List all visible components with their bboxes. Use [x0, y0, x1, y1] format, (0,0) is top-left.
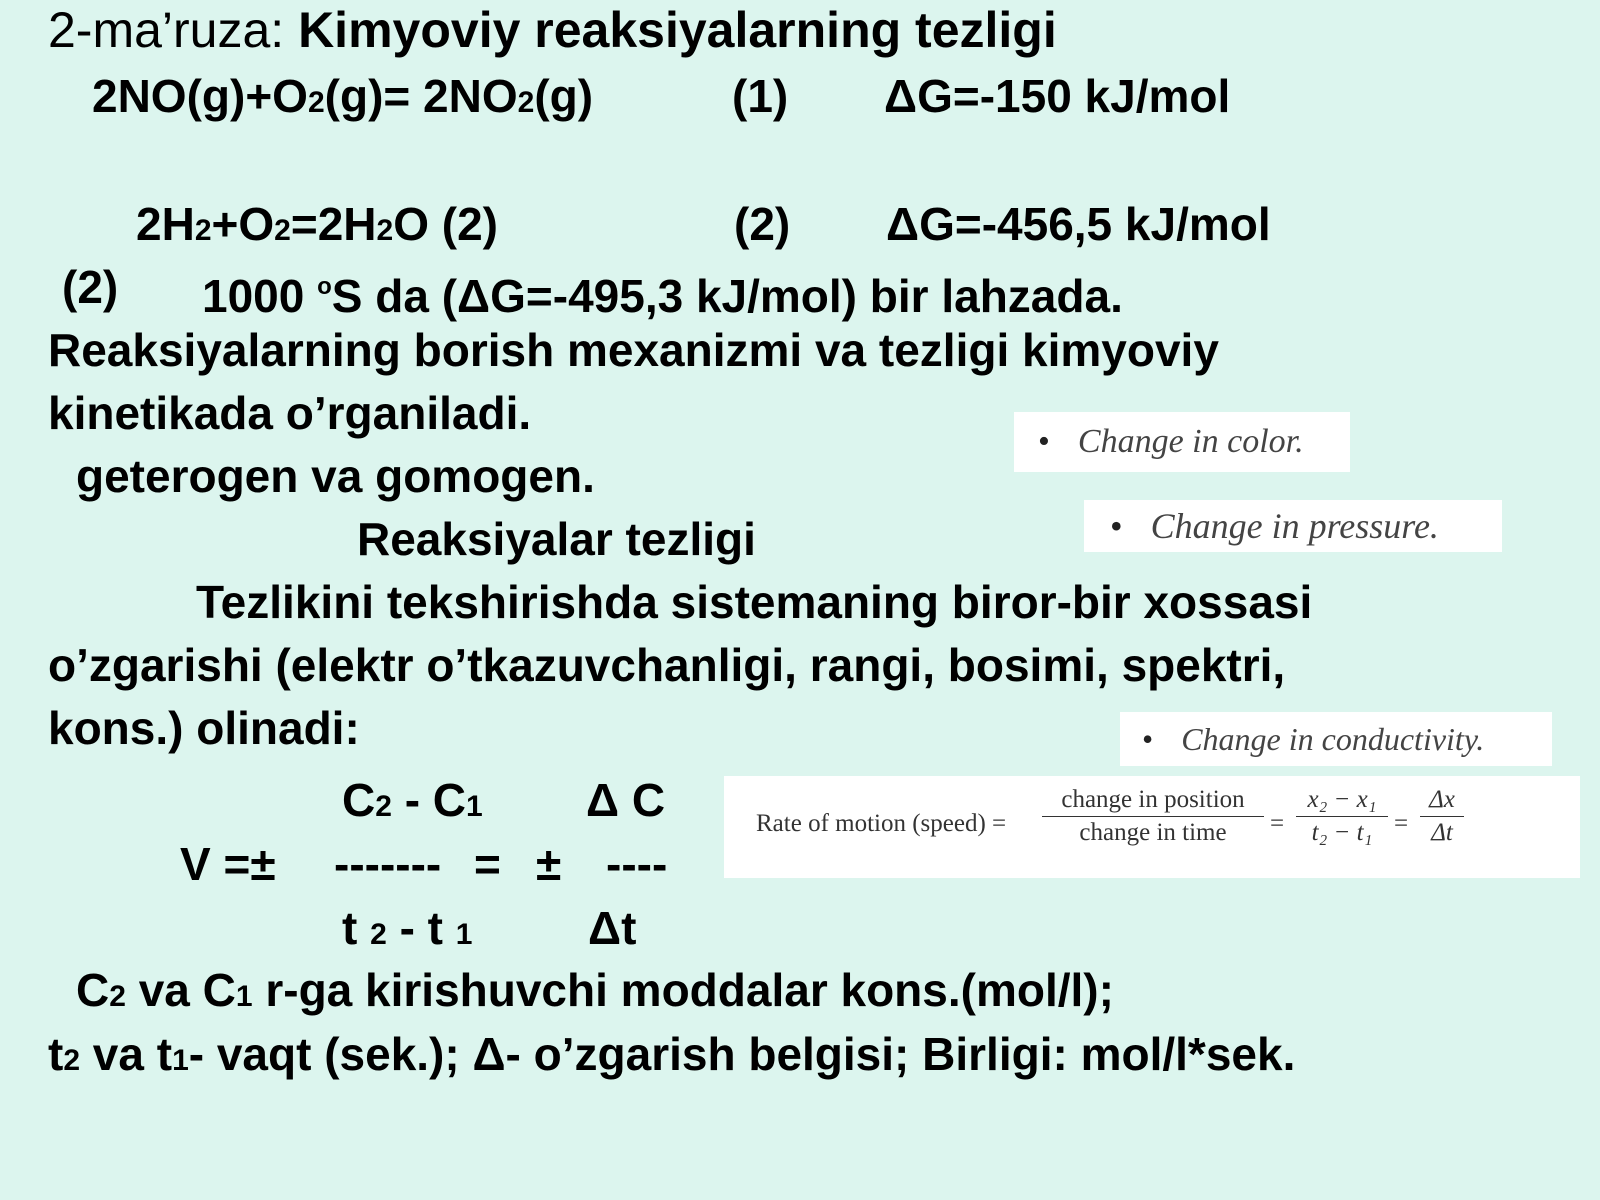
- fraction-num-position: change in position: [1061, 786, 1245, 813]
- reaction2-sub-b: 2: [274, 214, 291, 247]
- legend2-t2: t: [48, 1028, 64, 1080]
- motion-label: Rate of motion (speed) =: [756, 810, 1007, 837]
- fraction-den-delta-t: Δt: [1431, 819, 1453, 846]
- num-mid: - C: [391, 774, 467, 826]
- rate-denominator: [342, 900, 472, 963]
- bullet-icon: •: [1142, 721, 1154, 757]
- card-color-text: Change in color.: [1077, 423, 1304, 460]
- motion-eq-1: =: [1270, 810, 1285, 837]
- den-mid: - t: [386, 902, 456, 954]
- reaction2-sub-a: 2: [194, 214, 212, 247]
- fraction-position-time: [1042, 786, 1264, 847]
- card-change-in-conductivity: [1120, 712, 1552, 766]
- paragraph-2-line-1: Tezlikini tekshirishda sistemaning biror-bir xossasi: [196, 576, 1313, 628]
- motion-rate-formula: [724, 776, 1580, 878]
- den-t1-sub: 1: [455, 918, 473, 951]
- den-t2: t: [342, 902, 371, 954]
- reaction2-sub-c: 2: [376, 214, 394, 247]
- reaction1-sub-b: 2: [517, 86, 535, 119]
- reaction1-sub-a: 2: [307, 86, 325, 119]
- card-change-in-color: [1014, 412, 1350, 472]
- legend1-c1-sub: 1: [235, 980, 253, 1013]
- legend2-t2-sub: 2: [63, 1044, 81, 1077]
- fraction-den-time: change in time: [1079, 819, 1227, 846]
- note-temp: 1000: [202, 270, 318, 322]
- reaction-2: [136, 196, 498, 259]
- motion-eq-2: =: [1394, 810, 1409, 837]
- note-rest: S da (ΔG=-495,3 kJ/mol) bir lahzada.: [331, 270, 1123, 322]
- legend2-rest: - vaqt (sek.); Δ- o’zgarish belgisi; Birligi: mol/l*sek.: [188, 1028, 1296, 1080]
- card-change-in-pressure: [1084, 500, 1502, 552]
- legend1-c2: C: [76, 964, 110, 1016]
- reaction2-part-b: +O: [211, 198, 275, 250]
- card-pressure-text: Change in pressure.: [1150, 506, 1439, 546]
- fraction-num-delta-x: Δx: [1429, 786, 1455, 813]
- fraction-num-x: x₂ − x₁: [1307, 786, 1377, 813]
- rate-delta-t: Δt: [588, 902, 637, 954]
- paragraph-2-line-2: o’zgarishi (elektr o’tkazuvchanligi, rangi, bosimi, spektri,: [48, 639, 1286, 691]
- legend2-t1-sub: 1: [172, 1044, 189, 1077]
- rate-delta-c: Δ C: [586, 774, 666, 826]
- fraction-den-t: t₂ − t₁: [1311, 819, 1373, 846]
- reaction-1-number: (1): [732, 70, 789, 122]
- reaction-2-note: [202, 259, 1123, 324]
- title-main: Kimyoviy reaksiyalarning tezligi: [298, 2, 1057, 58]
- reaction2-part-a: 2H: [136, 198, 195, 250]
- bullet-icon: •: [1110, 506, 1123, 546]
- reaction-types: geterogen va gomogen.: [76, 450, 595, 502]
- reaction1-part-a: 2NO(g)+O: [92, 70, 308, 122]
- rate-equals: =: [474, 838, 501, 890]
- rate-dash-long: -------: [334, 838, 442, 890]
- rate-pm: ±: [536, 838, 562, 890]
- page-title: [48, 0, 1057, 60]
- card-conductivity-text: Change in conductivity.: [1181, 721, 1485, 757]
- paragraph-1-line-2: kinetikada o’rganiladi.: [48, 387, 532, 439]
- reaction-2-note-number: (2): [62, 261, 119, 313]
- num-c2-sub: 2: [375, 790, 392, 823]
- reaction-1: [92, 68, 593, 131]
- num-c2: C: [342, 774, 376, 826]
- den-t2-sub: 2: [370, 918, 387, 951]
- num-c1-sub: 1: [466, 790, 483, 823]
- section-title: Reaksiyalar tezligi: [357, 513, 756, 565]
- legend-line-1: [76, 962, 1114, 1025]
- legend1-va: va C: [125, 964, 236, 1016]
- rate-lhs: V =±: [180, 838, 276, 890]
- bullet-icon: •: [1038, 423, 1050, 460]
- reaction-2-dg: ΔG=-456,5 kJ/mol: [886, 198, 1271, 250]
- reaction2-part-c: =2H: [290, 198, 377, 250]
- reaction-2-number: (2): [734, 198, 791, 250]
- fraction-x-t: [1296, 786, 1388, 847]
- reaction1-part-b: (g)= 2NO: [324, 70, 518, 122]
- reaction-1-dg: ΔG=-150 kJ/mol: [884, 70, 1231, 122]
- rate-dash-short: ----: [606, 838, 668, 890]
- legend-line-2: [48, 1026, 1295, 1089]
- degree-sign: o: [317, 273, 332, 300]
- reaction2-part-d: O (2): [393, 198, 498, 250]
- legend1-rest: r-ga kirishuvchi moddalar kons.(mol/l);: [252, 964, 1114, 1016]
- paragraph-1-line-1: Reaksiyalarning borish mexanizmi va tezligi kimyoviy: [48, 324, 1219, 376]
- reaction1-part-c: (g): [534, 70, 594, 122]
- legend2-va: va t: [80, 1028, 173, 1080]
- paragraph-2-line-3: kons.) olinadi:: [48, 702, 360, 754]
- legend1-c2-sub: 2: [109, 980, 126, 1013]
- rate-numerator: [342, 772, 483, 835]
- title-prefix: 2-ma’ruza:: [48, 2, 299, 58]
- fraction-delta: [1420, 786, 1464, 847]
